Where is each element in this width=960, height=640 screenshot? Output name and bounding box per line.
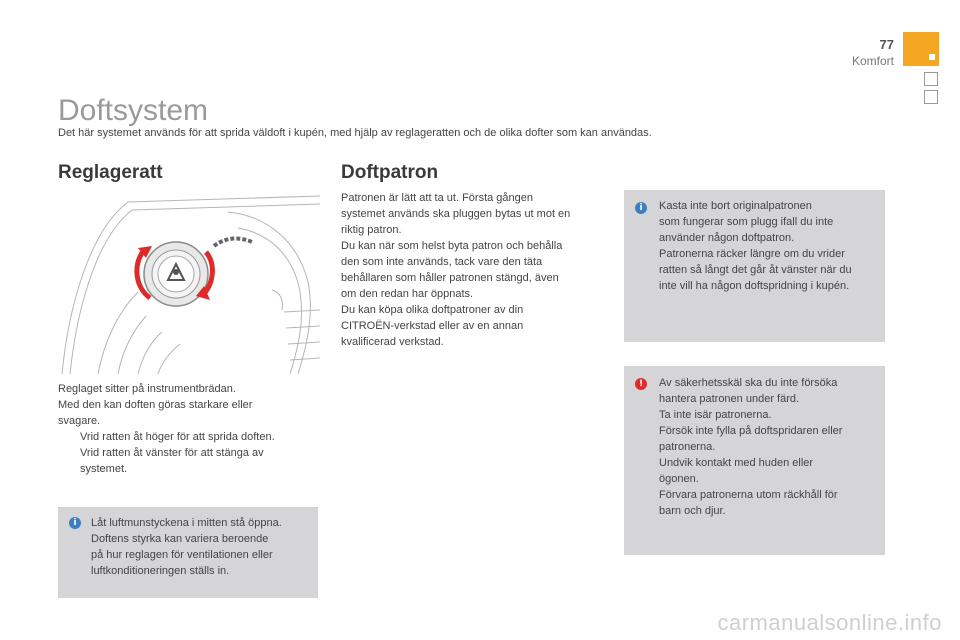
text-line: CITROËN-verkstad eller av en annan bbox=[341, 320, 524, 332]
text-line: barn och djur. bbox=[659, 505, 726, 517]
text-line: ögonen. bbox=[659, 473, 699, 485]
tab-marker-icon bbox=[929, 54, 935, 60]
bullet-text: Vrid ratten åt höger för att sprida doften. bbox=[80, 431, 275, 443]
warning-icon: ! bbox=[635, 378, 647, 390]
doftpatron-heading: Doftpatron bbox=[341, 162, 439, 183]
footer-watermark-link[interactable]: carmanualsonline.info bbox=[717, 610, 942, 635]
text-line: luftkonditioneringen ställs in. bbox=[91, 565, 230, 577]
note-text bbox=[659, 375, 881, 519]
info-icon: i bbox=[69, 517, 81, 529]
section-name: Komfort bbox=[851, 54, 894, 68]
note-text bbox=[91, 515, 313, 579]
info-note-patron bbox=[624, 190, 885, 342]
text-line: Försök inte fylla på doftspridaren eller bbox=[659, 425, 843, 437]
page-number: 77 bbox=[879, 37, 894, 52]
reglageratt-description bbox=[58, 381, 318, 477]
bullet-icon bbox=[58, 429, 80, 445]
text-line: som fungerar som plugg ifall du inte bbox=[659, 216, 834, 228]
text-line: Av säkerhetsskäl ska du inte försöka bbox=[659, 377, 838, 389]
bullet-text: Vrid ratten åt vänster för att stänga av systemet. bbox=[80, 447, 264, 475]
text-line: Med den kan doften göras starkare eller bbox=[58, 399, 253, 411]
text-line: Ta inte isär patronerna. bbox=[659, 409, 772, 421]
text-line: Reglaget sitter på instrumentbrädan. bbox=[58, 383, 236, 395]
doftpatron-description bbox=[341, 190, 609, 350]
text-line: kvalificerad verkstad. bbox=[341, 336, 444, 348]
chapter-tab[interactable] bbox=[924, 90, 938, 104]
text-line: Patronen är lätt att ta ut. Första gången bbox=[341, 192, 534, 204]
info-note-ventilation bbox=[58, 507, 318, 598]
text-line: svagare. bbox=[58, 415, 101, 427]
text-line: hantera patronen under färd. bbox=[659, 393, 800, 405]
info-icon: i bbox=[635, 202, 647, 214]
page-title: Doftsystem bbox=[58, 94, 209, 127]
text-line: Kasta inte bort originalpatronen bbox=[659, 200, 812, 212]
control-dial-illustration bbox=[58, 192, 320, 374]
text-line: Doftens styrka kan variera beroende bbox=[91, 533, 269, 545]
note-text bbox=[659, 198, 881, 294]
text-line: riktig patron. bbox=[341, 224, 402, 236]
text-line: Förvara patronerna utom räckhåll för bbox=[659, 489, 838, 501]
text-line: Låt luftmunstyckena i mitten stå öppna. bbox=[91, 517, 282, 529]
text-line: använder någon doftpatron. bbox=[659, 232, 795, 244]
reglageratt-heading: Reglageratt bbox=[58, 162, 163, 183]
text-line: ratten så långt det går åt vänster när du bbox=[659, 264, 852, 276]
page-subtitle: Det här systemet används för att sprida väldoft i kupén, med hjälp av reglageratten och de olika dofter som kan användas. bbox=[58, 127, 652, 139]
chapter-tab-active[interactable] bbox=[903, 32, 939, 66]
text-line: systemet används ska pluggen bytas ut mot en bbox=[341, 208, 571, 220]
bullet-item bbox=[58, 445, 318, 477]
bullet-icon bbox=[58, 445, 80, 477]
text-line: om den redan har öppnats. bbox=[341, 288, 474, 300]
text-line: inte vill ha någon doftspridning i kupén. bbox=[659, 280, 850, 292]
chapter-tab[interactable] bbox=[924, 72, 938, 86]
text-line: Du kan när som helst byta patron och behålla bbox=[341, 240, 563, 252]
warning-note-safety bbox=[624, 366, 885, 555]
text-line: patronerna. bbox=[659, 441, 716, 453]
text-line: Patronerna räcker längre om du vrider bbox=[659, 248, 845, 260]
text-line: Undvik kontakt med huden eller bbox=[659, 457, 814, 469]
bullet-item bbox=[58, 429, 318, 445]
text-line: den som inte används, tack vare den täta bbox=[341, 256, 543, 268]
text-line: Du kan köpa olika doftpatroner av din bbox=[341, 304, 524, 316]
text-line: på hur reglagen för ventilationen eller bbox=[91, 549, 273, 561]
text-line: behållaren som håller patronen stängd, även bbox=[341, 272, 559, 284]
